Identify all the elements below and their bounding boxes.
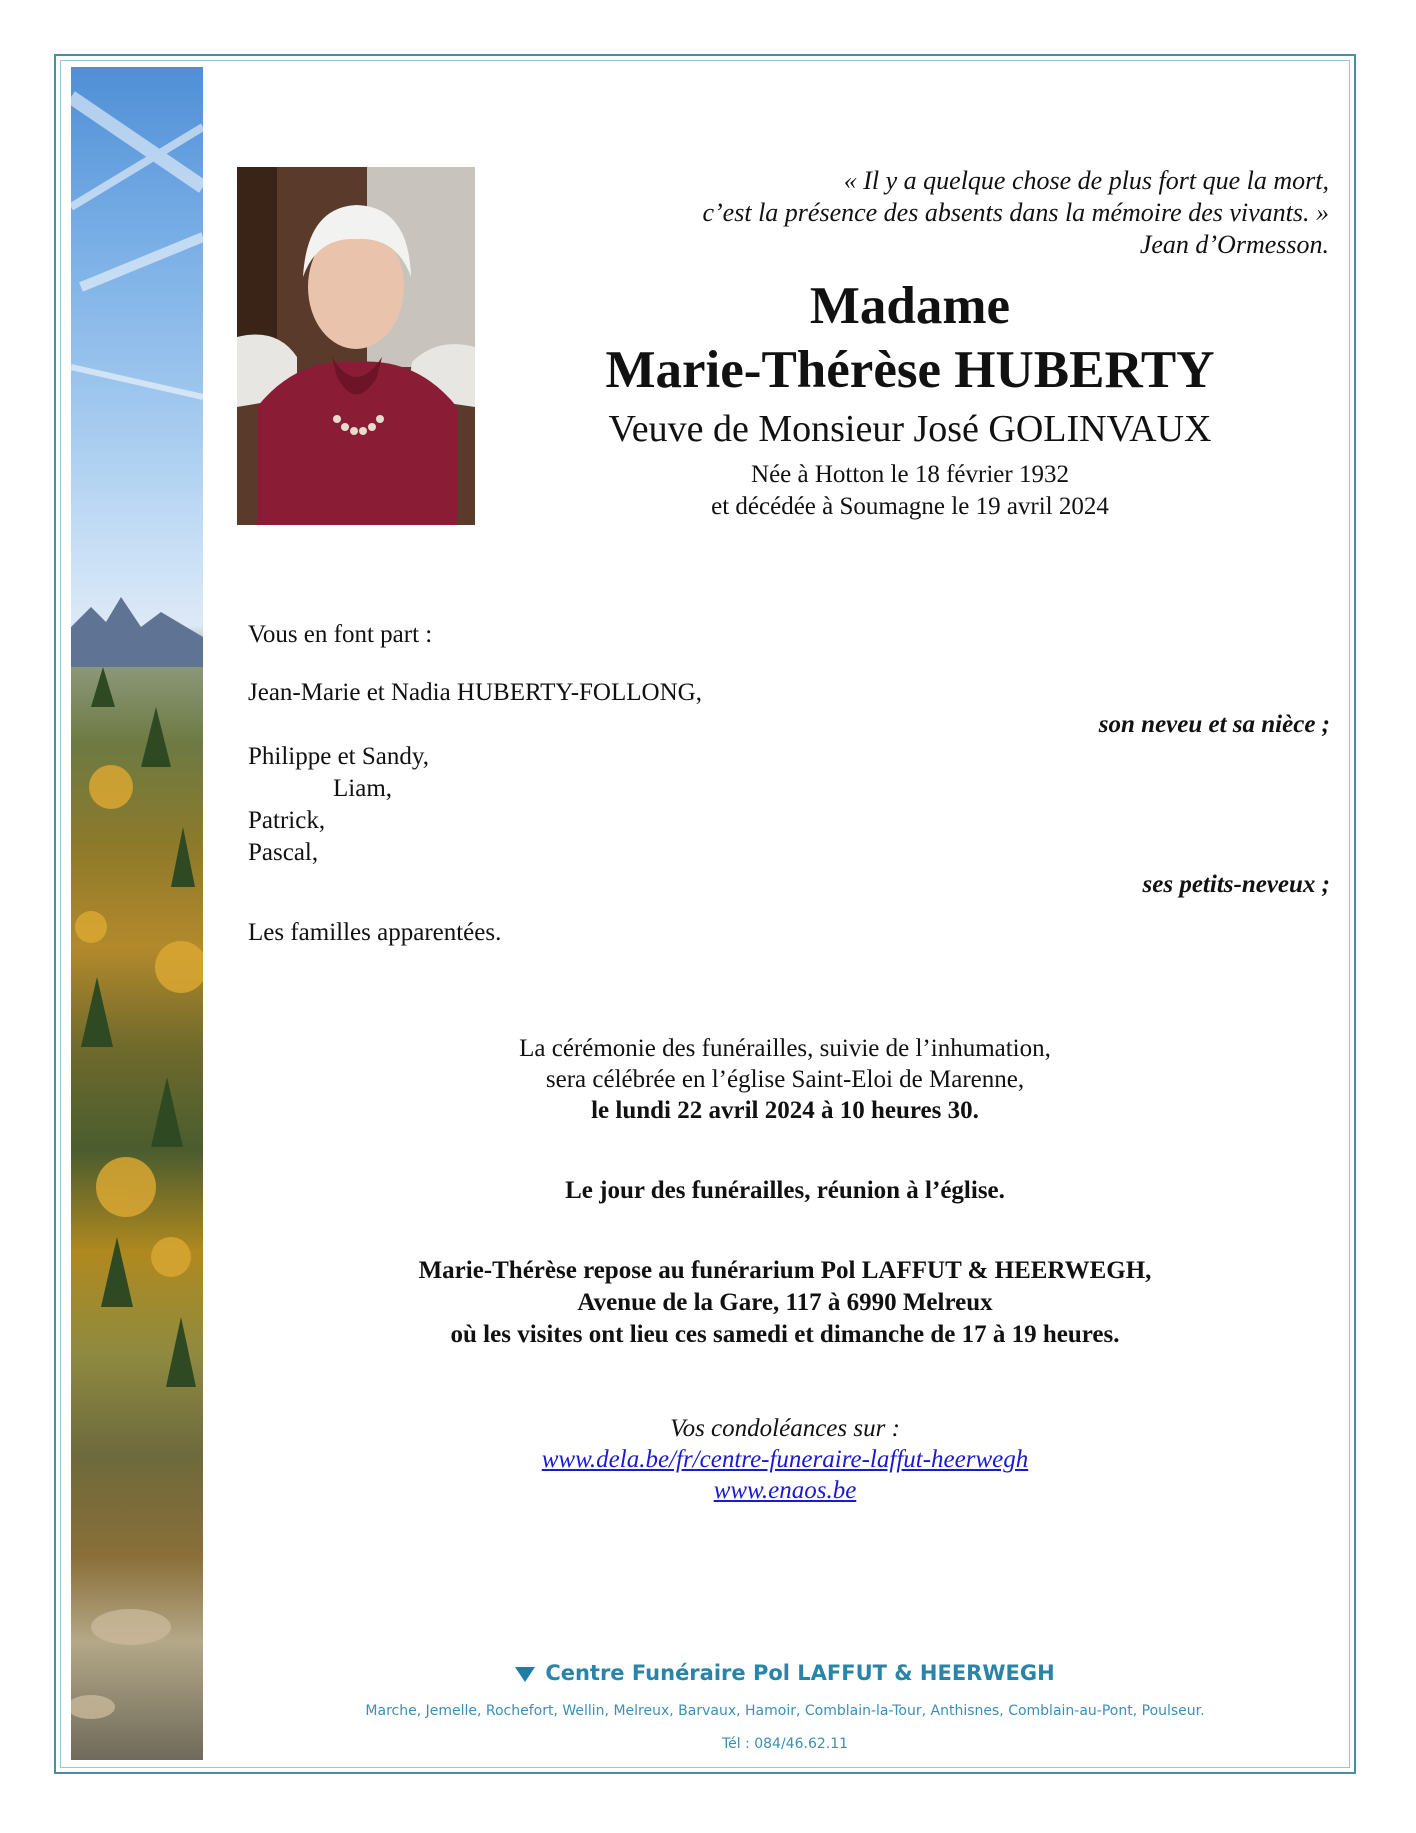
ceremony-date: le lundi 22 avril 2024 à 10 heures 30. bbox=[591, 1097, 979, 1124]
visiting-hours: où les visites ont lieu ces samedi et dimanche de 17 à 19 heures. bbox=[450, 1321, 1120, 1348]
death-info: et décédée à Soumagne le 19 avril 2024 bbox=[711, 493, 1109, 520]
deceased-name: Marie-Thérèse HUBERTY bbox=[605, 341, 1215, 399]
relative-philippe-sandy: Philippe et Sandy, bbox=[248, 743, 430, 770]
quote-line-1: « Il y a quelque chose de plus fort que la mort, bbox=[843, 166, 1329, 195]
ceremony-line-2: sera célébrée en l’église Saint-Eloi de Marenne, bbox=[545, 1066, 1025, 1093]
funerarium-line-1: Marie-Thérèse repose au funérarium Pol LAFFUT & HEERWEGH, bbox=[418, 1257, 1152, 1284]
quote-block bbox=[560, 165, 1329, 261]
decorative-landscape-strip bbox=[71, 67, 203, 1760]
quote-author: Jean d’Ormesson. bbox=[1139, 230, 1329, 259]
announcement-intro: Vous en font part : bbox=[248, 621, 433, 648]
ceremony-line-1: La cérémonie des funérailles, suivie de l’inhumation, bbox=[519, 1035, 1051, 1062]
relation-grand-nephews: ses petits-neveux ; bbox=[1142, 871, 1330, 898]
funerarium-address: Avenue de la Gare, 117 à 6990 Melreux bbox=[577, 1289, 993, 1316]
condolences-link-enaos[interactable]: www.enaos.be bbox=[713, 1477, 857, 1504]
portrait-photo bbox=[237, 167, 475, 525]
funeral-company-name bbox=[240, 1658, 1330, 1688]
condolences-link-dela[interactable]: www.dela.be/fr/centre-funeraire-laffut-heerwegh bbox=[541, 1446, 1029, 1473]
condolences-label: Vos condoléances sur : bbox=[670, 1415, 900, 1442]
relative-pascal: Pascal, bbox=[248, 839, 319, 866]
meeting-info: Le jour des funérailles, réunion à l’église. bbox=[565, 1177, 1005, 1204]
relative-patrick: Patrick, bbox=[248, 807, 326, 834]
quote-line-2: c’est la présence des absents dans la mémoire des vivants. » bbox=[702, 198, 1329, 227]
company-name-text: Centre Funéraire Pol LAFFUT & HEERWEGH bbox=[545, 1661, 1055, 1685]
deceased-title: Madame bbox=[809, 277, 1011, 335]
relative-liam: Liam, bbox=[333, 775, 393, 802]
birth-info: Née à Hotton le 18 février 1932 bbox=[751, 461, 1069, 488]
company-telephone: Tél : 084/46.62.11 bbox=[721, 1736, 849, 1752]
triangle-down-icon bbox=[515, 1667, 535, 1682]
related-families: Les familles apparentées. bbox=[248, 919, 502, 946]
company-locations: Marche, Jemelle, Rochefort, Wellin, Melreux, Barvaux, Hamoir, Comblain-la-Tour, Anthisnes, Comblain-au-Pont, Poulseur. bbox=[365, 1703, 1205, 1719]
widow-of: Veuve de Monsieur José GOLINVAUX bbox=[608, 408, 1212, 450]
relative-nephew-niece: Jean-Marie et Nadia HUBERTY-FOLLONG, bbox=[248, 679, 702, 706]
relation-nephew-niece: son neveu et sa nièce ; bbox=[1098, 711, 1330, 738]
